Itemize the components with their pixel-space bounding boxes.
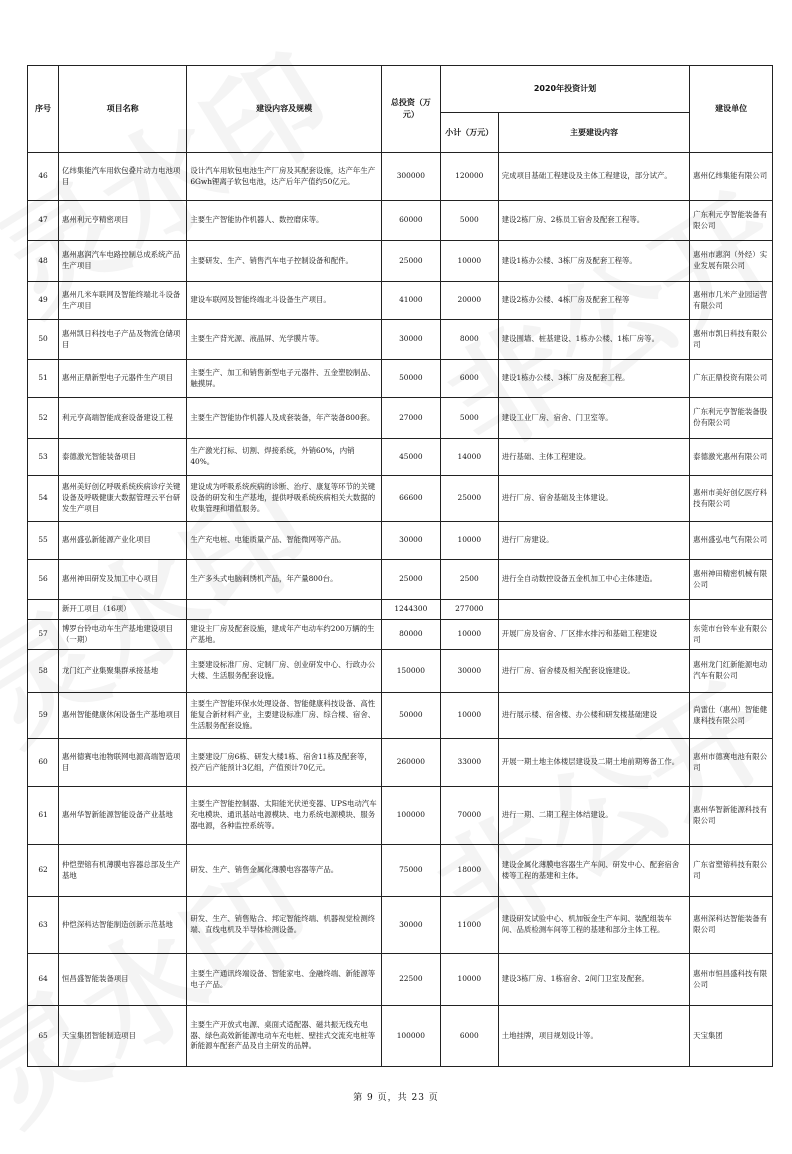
- cell-content: 生产多头式电脑刺绣机产品，年产量800台。: [187, 560, 382, 600]
- cell-no: 52: [28, 398, 59, 439]
- cell-content: 设计汽车用软包电池生产厂房及其配套设施，达产年生产6Gwh锂离子软包电池，达产后年产值约50亿元。: [187, 153, 382, 201]
- cell-content: [187, 600, 382, 620]
- table-row: [28, 282, 773, 320]
- cell-content: 主要研发、生产、销售汽车电子控制设备和配件。: [187, 241, 382, 282]
- cell-no: 54: [28, 476, 59, 522]
- cell-subtotal: 6000: [440, 360, 498, 398]
- cell-content: 建设主厂房及配套设施，建成年产电动车约200万辆的生产基地。: [187, 620, 382, 650]
- cell-no: 56: [28, 560, 59, 600]
- cell-name: 博罗台铃电动车生产基地建设项目（一期）: [59, 620, 187, 650]
- table-row: [28, 1006, 773, 1067]
- cell-subtotal: 10000: [440, 693, 498, 739]
- cell-unit: 惠州神田精密机械有限公司: [690, 560, 773, 600]
- header-unit: 建设单位: [690, 66, 773, 153]
- cell-no: 62: [28, 845, 59, 897]
- cell-no: 48: [28, 241, 59, 282]
- cell-plan: 进行展示楼、宿舍楼、办公楼和研发楼基础建设: [498, 693, 689, 739]
- table-row: [28, 522, 773, 560]
- cell-subtotal: 25000: [440, 476, 498, 522]
- cell-content: 主要生产开放式电源、桌面式适配器、磁共振无线充电器、绿色高效新能源电动车充电桩、壁挂式交流充电桩等新能源车配套产品及自主研发的品牌。: [187, 1006, 382, 1067]
- cell-unit: 惠州市凯日科技有限公司: [690, 320, 773, 360]
- table-row: [28, 739, 773, 787]
- cell-no: 61: [28, 787, 59, 845]
- cell-no: 47: [28, 201, 59, 241]
- cell-name: 利元亨高端智能成套设备建设工程: [59, 398, 187, 439]
- cell-content: 建设车联网及智能终端北斗设备生产项目。: [187, 282, 382, 320]
- cell-no: 63: [28, 897, 59, 954]
- cell-subtotal: 11000: [440, 897, 498, 954]
- cell-subtotal: 10000: [440, 954, 498, 1006]
- cell-name: 泰德激光智能装备项目: [59, 439, 187, 476]
- section-total: 1244300: [381, 600, 440, 620]
- cell-content: 主要生产通讯终端设备、智能家电、金融终端、新能源等电子产品。: [187, 954, 382, 1006]
- cell-no: 46: [28, 153, 59, 201]
- table-row: [28, 398, 773, 439]
- cell-total: 300000: [381, 153, 440, 201]
- table-row: [28, 693, 773, 739]
- cell-plan: 进行全自动数控设备五金机加工中心主体建造。: [498, 560, 689, 600]
- header-content: 建设内容及规模: [187, 66, 382, 153]
- cell-total: 45000: [381, 439, 440, 476]
- cell-name: 惠州利元亨精密项目: [59, 201, 187, 241]
- cell-total: 22500: [381, 954, 440, 1006]
- cell-name: 亿纬集能汽车用软包叠片动力电池项目: [59, 153, 187, 201]
- cell-name: 龙门红产业集聚集群承接基地: [59, 650, 187, 693]
- cell-content: 研发、生产、销售贴合、邦定智能终端、机器视觉检测终端、直线电机及半导体检测设备。: [187, 897, 382, 954]
- cell-subtotal: 33000: [440, 739, 498, 787]
- cell-unit: [690, 600, 773, 620]
- cell-content: 主要生产背光源、液晶屏、光学膜片等。: [187, 320, 382, 360]
- cell-total: 30000: [381, 320, 440, 360]
- cell-total: 100000: [381, 1006, 440, 1067]
- cell-unit: 惠州盛弘电气有限公司: [690, 522, 773, 560]
- header-plan-content: 主要建设内容: [498, 113, 689, 153]
- cell-no: 53: [28, 439, 59, 476]
- cell-total: 50000: [381, 693, 440, 739]
- cell-plan: 建设围墙、桩基建设、1栋办公楼、1栋厂房等。: [498, 320, 689, 360]
- cell-subtotal: 10000: [440, 241, 498, 282]
- cell-plan: 进行一期、二期工程主体结建设。: [498, 787, 689, 845]
- cell-name: 惠州盛弘新能源产业化项目: [59, 522, 187, 560]
- table-row: [28, 845, 773, 897]
- cell-unit: 惠州亿纬集能有限公司: [690, 153, 773, 201]
- cell-plan: 建设研发试验中心、机加钣金生产车间、装配组装车间、品质检测车间等工程的基建和部分主体工程。: [498, 897, 689, 954]
- cell-plan: 土地挂牌，项目规划设计等。: [498, 1006, 689, 1067]
- cell-plan: 进行厂房、宿舍楼及相关配套设施建设。: [498, 650, 689, 693]
- table-row: [28, 787, 773, 845]
- table-row: [28, 476, 773, 522]
- cell-name: 仲恺深科达智能制造创新示范基地: [59, 897, 187, 954]
- cell-total: 260000: [381, 739, 440, 787]
- cell-unit: 惠州华智新能源科技有限公司: [690, 787, 773, 845]
- cell-total: 25000: [381, 560, 440, 600]
- cell-plan: 开展厂房及宿舍、厂区排水排污和基础工程建设: [498, 620, 689, 650]
- table-row: [28, 360, 773, 398]
- cell-plan: 开展一期土地主体楼层建设及二期土地前期筹备工作。: [498, 739, 689, 787]
- cell-name: 惠州智能健康休闲设备生产基地项目: [59, 693, 187, 739]
- cell-subtotal: 10000: [440, 620, 498, 650]
- cell-content: 生产充电桩、电能质量产品、智能微网等产品。: [187, 522, 382, 560]
- cell-subtotal: 18000: [440, 845, 498, 897]
- cell-plan: 建设2栋厂房、2栋员工宿舍及配套工程等。: [498, 201, 689, 241]
- cell-total: 27000: [381, 398, 440, 439]
- cell-total: 75000: [381, 845, 440, 897]
- cell-plan: 建设2栋办公楼、4栋厂房及配套工程等: [498, 282, 689, 320]
- cell-subtotal: 5000: [440, 398, 498, 439]
- cell-unit: 广东利元亨智能装备股份有限公司: [690, 398, 773, 439]
- cell-subtotal: 5000: [440, 201, 498, 241]
- page-footer: 第 9 页，共 23 页: [353, 1093, 439, 1103]
- cell-total: 100000: [381, 787, 440, 845]
- cell-subtotal: 10000: [440, 522, 498, 560]
- table-row: [28, 897, 773, 954]
- cell-unit: 惠州市几米产业园运营有限公司: [690, 282, 773, 320]
- table-row: [28, 560, 773, 600]
- cell-name: 惠州几米车联网及智能终端北斗设备生产项目: [59, 282, 187, 320]
- cell-plan: 进行厂房建设。: [498, 522, 689, 560]
- cell-content: 建设成为呼吸系统疾病的诊断、治疗、康复等环节的关键设备的研发和生产基地，提供呼吸系统疾病相关大数据的收集管理和增值服务。: [187, 476, 382, 522]
- table-row: [28, 153, 773, 201]
- cell-content: 主要生产、加工和销售新型电子元器件、五金塑胶制品、触摸屏。: [187, 360, 382, 398]
- section-subheader-row: [28, 600, 773, 620]
- cell-subtotal: 14000: [440, 439, 498, 476]
- investment-plan-table: [27, 65, 773, 1067]
- header-subtotal: 小计（万元）: [440, 113, 498, 153]
- cell-unit: 泰德激光惠州有限公司: [690, 439, 773, 476]
- cell-subtotal: 70000: [440, 787, 498, 845]
- cell-no: 58: [28, 650, 59, 693]
- cell-unit: 东莞市台铃车业有限公司: [690, 620, 773, 650]
- cell-no: 55: [28, 522, 59, 560]
- cell-unit: 惠州市惠润（外经）实业发展有限公司: [690, 241, 773, 282]
- header-seq: 序号: [28, 66, 59, 153]
- cell-unit: 广东省塑镕科技有限公司: [690, 845, 773, 897]
- cell-content: 主要建设标准厂房、定制厂房、创业研发中心、行政办公大楼、生活服务配套设施。: [187, 650, 382, 693]
- cell-plan: 建设金属化薄膜电容器生产车间、研发中心、配套宿舍楼等工程的基建和主体。: [498, 845, 689, 897]
- cell-no: 57: [28, 620, 59, 650]
- cell-subtotal: 6000: [440, 1006, 498, 1067]
- cell-name: 惠州正鼎新型电子元器件生产项目: [59, 360, 187, 398]
- cell-unit: 广东正鼎投资有限公司: [690, 360, 773, 398]
- cell-subtotal: 30000: [440, 650, 498, 693]
- cell-content: 研发、生产、销售金属化薄膜电容器等产品。: [187, 845, 382, 897]
- table-row: [28, 954, 773, 1006]
- cell-subtotal: 120000: [440, 153, 498, 201]
- table-row: [28, 620, 773, 650]
- cell-no: [28, 600, 59, 620]
- cell-total: 41000: [381, 282, 440, 320]
- cell-name: 惠州神田研发及加工中心项目: [59, 560, 187, 600]
- section-subtotal: 277000: [440, 600, 498, 620]
- cell-subtotal: 8000: [440, 320, 498, 360]
- cell-plan: 进行厂房、宿舍基础及主体建设。: [498, 476, 689, 522]
- cell-no: 59: [28, 693, 59, 739]
- cell-unit: 惠州市美好创亿医疗科技有限公司: [690, 476, 773, 522]
- cell-name: 仲恺塑镕有机薄膜电容器总部及生产基地: [59, 845, 187, 897]
- cell-unit: 天宝集团: [690, 1006, 773, 1067]
- cell-unit: 惠州深科达智能装备有限公司: [690, 897, 773, 954]
- cell-total: 50000: [381, 360, 440, 398]
- cell-name: 惠州华智新能源智能设备产业基地: [59, 787, 187, 845]
- cell-unit: 尚雷仕（惠州）智能健康科技有限公司: [690, 693, 773, 739]
- cell-total: 66600: [381, 476, 440, 522]
- cell-name: 天宝集团智能制造项目: [59, 1006, 187, 1067]
- table-row: [28, 201, 773, 241]
- section-label: 新开工项目（16项）: [59, 600, 187, 620]
- cell-plan: 建设工业厂房、宿舍、门卫室等。: [498, 398, 689, 439]
- cell-name: 恒昌盛智能装备项目: [59, 954, 187, 1006]
- cell-no: 64: [28, 954, 59, 1006]
- cell-total: 30000: [381, 522, 440, 560]
- cell-name: 惠州凯日科技电子产品及物流仓储项目: [59, 320, 187, 360]
- cell-content: 主要生产智能环保水处理设备、智能健康科技设备、高性能复合新材料产业，主要建设标准厂房、综合楼、宿舍、生活服务配套设施。: [187, 693, 382, 739]
- cell-unit: 惠州龙门红新能源电动汽车有限公司: [690, 650, 773, 693]
- table-row: [28, 320, 773, 360]
- cell-no: 50: [28, 320, 59, 360]
- cell-plan: 建设3栋厂房、1栋宿舍、2间门卫室及配套。: [498, 954, 689, 1006]
- cell-content: 主要生产智能协作机器人及成套装备，年产装备800套。: [187, 398, 382, 439]
- cell-unit: 惠州市恒昌盛科技有限公司: [690, 954, 773, 1006]
- cell-total: 30000: [381, 897, 440, 954]
- cell-no: 49: [28, 282, 59, 320]
- cell-name: 惠州惠润汽车电路控制总成系统产品生产项目: [59, 241, 187, 282]
- cell-plan: [498, 600, 689, 620]
- header-plan-group: 2020年投资计划: [440, 66, 689, 113]
- cell-no: 51: [28, 360, 59, 398]
- cell-total: 80000: [381, 620, 440, 650]
- cell-plan: 进行基础、主体工程建设。: [498, 439, 689, 476]
- cell-plan: 建设1栋办公楼、3栋厂房及配套工程等。: [498, 241, 689, 282]
- cell-plan: 建设1栋办公楼、3栋厂房及配套工程。: [498, 360, 689, 398]
- cell-content: 主要生产智能控制器、太阳能光伏逆变器、UPS电动汽车充电模块、通讯基站电源模块、电力系统电源模块、服务器电源，各种监控系统等。: [187, 787, 382, 845]
- cell-content: 生产激光打标、切割、焊接系统，外销60%，内销40%。: [187, 439, 382, 476]
- cell-content: 主要建设厂房6栋、研发大楼1栋、宿舍11栋及配套等，投产后产能预计3亿组，产值预计70亿元。: [187, 739, 382, 787]
- table-row: [28, 650, 773, 693]
- cell-subtotal: 20000: [440, 282, 498, 320]
- header-total-investment: 总投资（万元）: [381, 66, 440, 153]
- table-row: [28, 241, 773, 282]
- cell-total: 25000: [381, 241, 440, 282]
- table-row: [28, 439, 773, 476]
- cell-subtotal: 2500: [440, 560, 498, 600]
- cell-name: 惠州德赛电池物联网电源高端智造项目: [59, 739, 187, 787]
- header-project-name: 项目名称: [59, 66, 187, 153]
- cell-no: 60: [28, 739, 59, 787]
- cell-unit: 惠州市德赛电池有限公司: [690, 739, 773, 787]
- cell-unit: 广东利元亨智能装备有限公司: [690, 201, 773, 241]
- cell-no: 65: [28, 1006, 59, 1067]
- cell-name: 惠州美好创亿呼吸系统疾病诊疗关键设备及呼吸健康大数据管理云平台研发生产项目: [59, 476, 187, 522]
- cell-plan: 完成项目基础工程建设及主体工程建设，部分试产。: [498, 153, 689, 201]
- cell-total: 150000: [381, 650, 440, 693]
- cell-content: 主要生产智能协作机器人、数控磨床等。: [187, 201, 382, 241]
- cell-total: 60000: [381, 201, 440, 241]
